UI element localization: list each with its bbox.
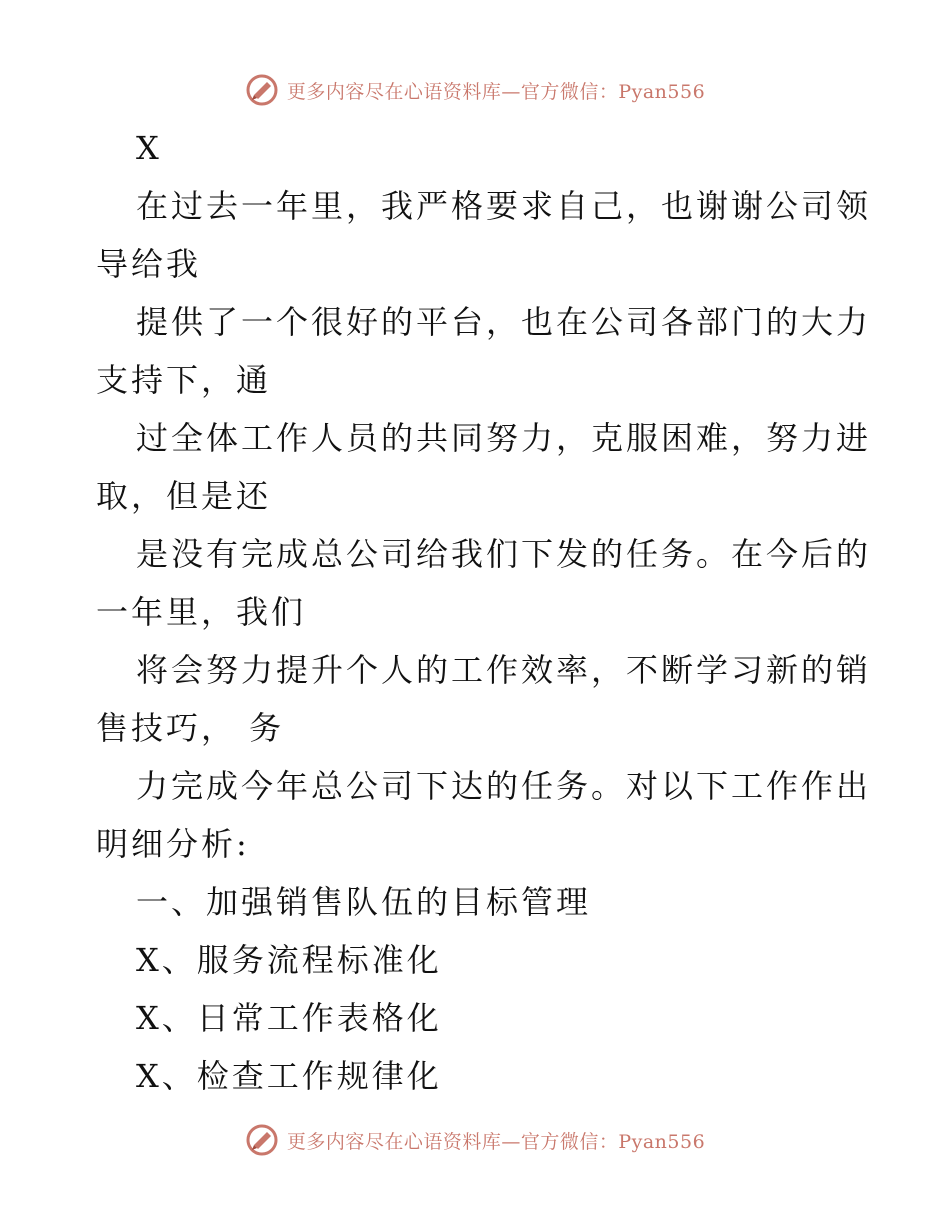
text-line: 明细分析: xyxy=(96,825,250,863)
section-heading: 一、加强销售队伍的目标管理 xyxy=(136,883,592,921)
text-line: 力完成今年总公司下达的任务。对以下工作作出 xyxy=(136,767,872,805)
text-line: 一年里，我们 xyxy=(96,593,307,631)
header-watermark xyxy=(0,70,950,110)
watermark-text: 更多内容尽在心语资料库—官方微信：Pyan556 xyxy=(286,80,706,103)
text-line: 过全体工作人员的共同努力，克服困难，努力进 xyxy=(136,419,872,457)
watermark-text: 更多内容尽在心语资料库—官方微信：Pyan556 xyxy=(286,1130,706,1153)
text-line: 售技巧， 务 xyxy=(96,709,285,747)
text-line: X xyxy=(136,129,162,167)
list-item: X、服务流程标准化 xyxy=(136,941,442,979)
text-line: 是没有完成总公司给我们下发的任务。在今后的 xyxy=(136,535,872,573)
text-line: 将会努力提升个人的工作效率，不断学习新的销 xyxy=(136,651,872,689)
text-line: 导给我 xyxy=(96,245,202,283)
pen-logo-icon xyxy=(245,73,279,107)
pen-logo-icon xyxy=(245,1123,279,1157)
text-line: 取，但是还 xyxy=(96,477,272,515)
list-item: X、日常工作表格化 xyxy=(136,999,442,1037)
text-line: 支持下，通 xyxy=(96,361,272,399)
list-item: X、检查工作规律化 xyxy=(136,1057,442,1095)
text-line: 提供了一个很好的平台，也在公司各部门的大力 xyxy=(136,303,872,341)
footer-watermark xyxy=(0,1120,950,1160)
text-line: 在过去一年里，我严格要求自己，也谢谢公司领 xyxy=(136,187,872,225)
